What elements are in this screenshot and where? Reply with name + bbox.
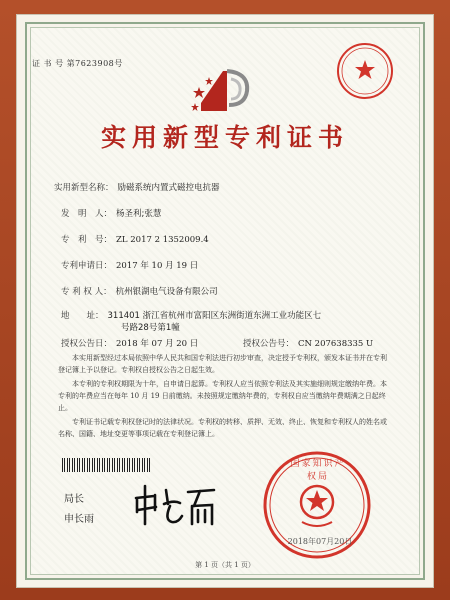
field-utility-name <box>54 181 220 193</box>
field-patentee <box>61 285 218 297</box>
field-label: 发 明 人： <box>61 209 113 219</box>
barcode <box>62 458 150 472</box>
field-patent-number <box>61 233 209 245</box>
paragraph-term: 本专利的专利权期限为十年，自申请日起算。专利权人应当依照专利法及其实施细则规定缴纳年费。本专利的年费应当在每年 10 月 19 日前缴纳。未按照规定缴纳年费的，专利权自应当缴纳年费期满之日起终止。 <box>58 380 387 412</box>
certificate-number: 证 书 号 第7623908号 <box>32 59 123 68</box>
field-label: 专 利 权 人： <box>61 287 112 297</box>
field-application-date <box>61 259 198 271</box>
field-label: 实用新型名称： <box>54 183 114 193</box>
field-value: 2017 年 10 月 19 日 <box>116 261 199 271</box>
paragraph-grant: 本实用新型经过本局依照中华人民共和国专利法进行初步审查，决定授予专利权，颁发本证书并在专利登记簿上予以登记。专利权自授权公告之日起生效。 <box>58 354 387 374</box>
field-inventor <box>61 207 161 219</box>
field-value: 311401 浙江省杭州市富阳区东洲街道东洲工业功能区七 <box>107 311 322 321</box>
top-right-stamp-icon <box>336 42 394 100</box>
field-value: 号路28号第1幢 <box>121 323 180 333</box>
field-address <box>61 309 321 321</box>
field-value: 杨圣利;张慧 <box>116 209 162 219</box>
field-value: 励磁系统内置式磁控电抗器 <box>117 183 220 193</box>
field-grant-date <box>61 337 373 349</box>
field-value: 杭州银湖电气设备有限公司 <box>115 287 218 297</box>
certificate-title: 实用新型专利证书 <box>100 123 349 152</box>
seal-text: 国家知识产权局 <box>290 459 346 482</box>
field-label: 专利申请日： <box>61 261 113 271</box>
paragraph-legal-status: 专利证书记载专利权登记时的法律状况。专利权的转移、质押、无效、终止、恢复和专利权人的姓名或名称、国籍、地址变更等事项记载在专利登记簿上。 <box>58 418 387 438</box>
patent-office-emblem-icon <box>187 63 261 119</box>
director-signature-icon <box>128 476 220 536</box>
field-value-grant-number: CN 207638335 U <box>298 339 374 349</box>
director-name: 申长雨 <box>64 514 94 525</box>
seal-date: 2018年07月20日 <box>287 537 353 546</box>
field-value: ZL 2017 2 1352009.4 <box>116 235 209 245</box>
field-label: 授权公告日： <box>61 339 113 349</box>
field-address-line-2 <box>117 321 180 333</box>
page-footer: 第 1 页（共 1 页） <box>195 561 255 569</box>
field-label: 地 址： <box>61 311 104 321</box>
director-title: 局长 <box>64 494 84 505</box>
field-value: 2018 年 07 月 20 日 <box>116 339 199 349</box>
field-label-grant-number: 授权公告号： <box>243 339 295 349</box>
field-label: 专 利 号： <box>61 235 113 245</box>
